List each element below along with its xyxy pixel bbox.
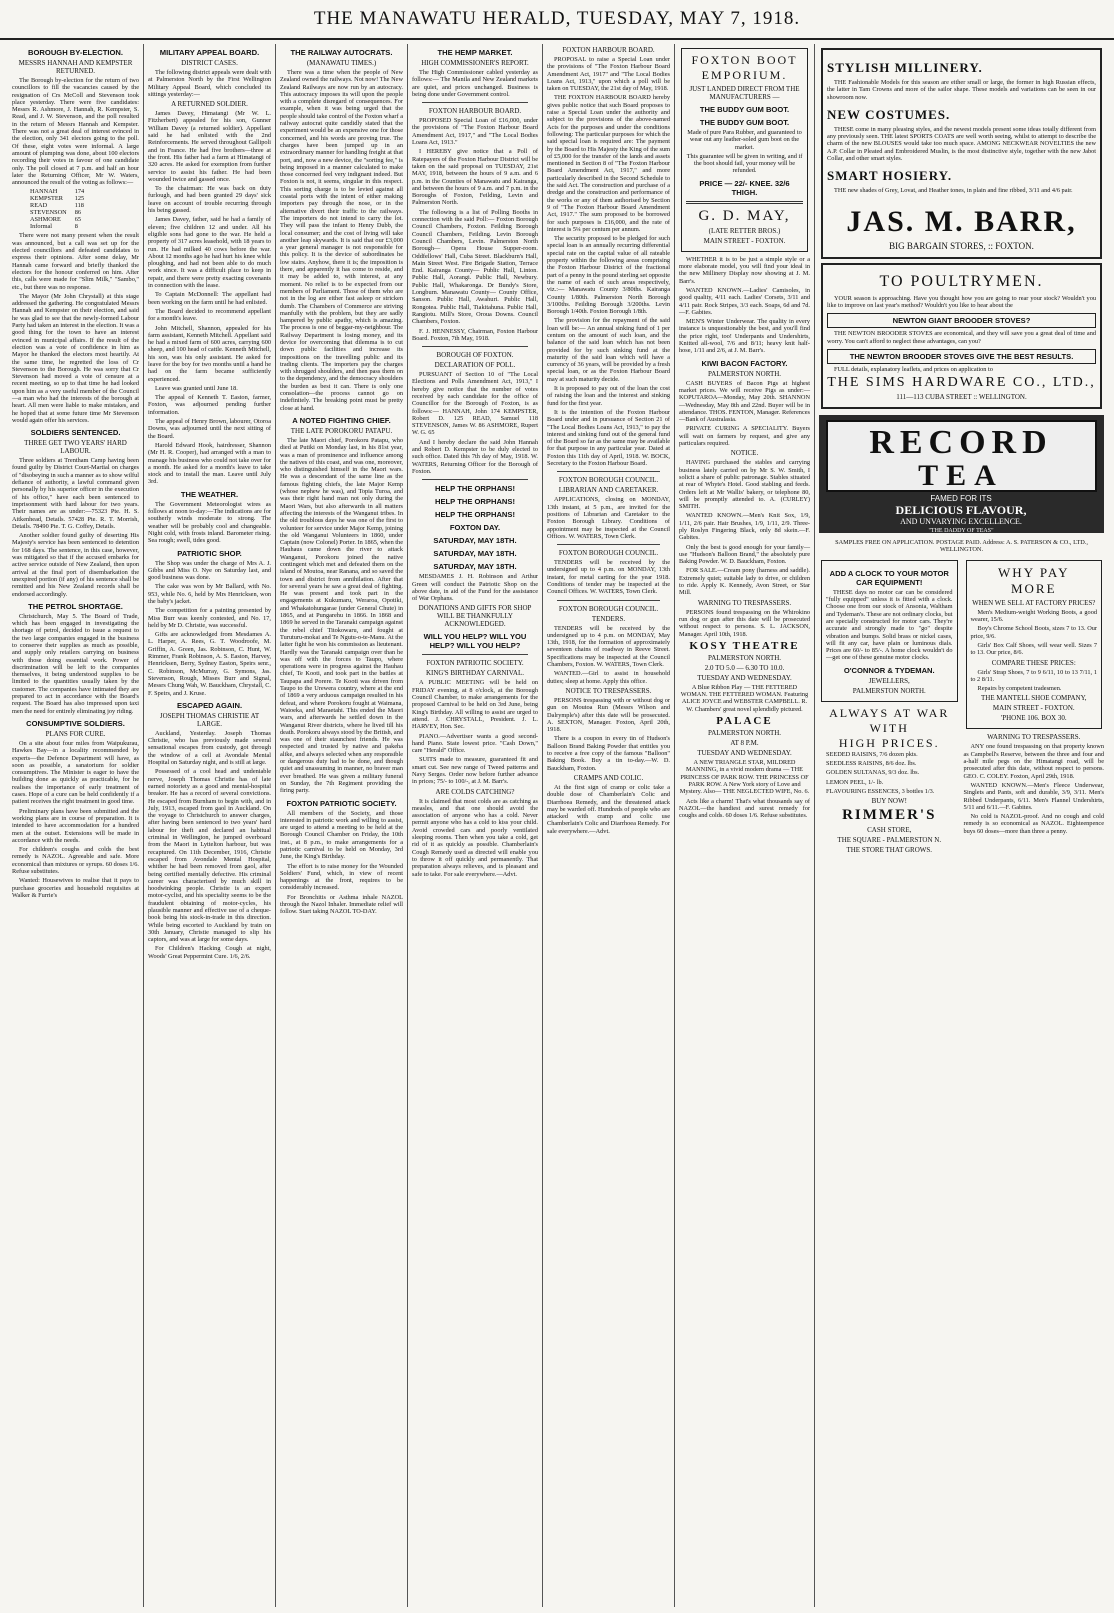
subhead: THE LATE POROKORU PATAPU. [290,426,393,435]
headline-escaped: ESCAPED AGAIN. [176,700,243,710]
ad-heading: SMART HOSIERY. [827,168,953,184]
candidate-name: HANNAH [30,188,58,196]
tea-slogan: AND UNVARYING EXCELLENCE. [900,517,1022,527]
article-text: The appeal of Henry Brown, labourer, Otoroa Downs, was adjourned until the next sitting of the Board. [148,418,271,440]
war-heading: ALWAYS AT WAR [829,705,950,720]
notice-text: The following is a list of Polling Booths in connection with the said Poll:— Foxton Borough Council Chambers, Foxton. Feilding Borough Council Chambers, Feilding. Levin Borough Council Chambers, Levin. Palmerston North Borough— Opera House Supper-room. Oddfellows' Hall, Cuba Street. Blackburn's Hall, Main Street West. Fire Brigade Station, Terrace End. Kairanga County— Public Hall, Linton. Public Hall, Aorangi. Public Hall, Newbury. Public Hall, Whakaronga. Dr Bundy's Store, Longburn. Manawatu County— County Office, Sanson. Public Hall, Awahuri. Public Hall, Rongotea. Public Hall, Tiakitahuna. Public Hall, Rangiotu. Mill's Store, Oroua Downs. Council Chambers, Foxton. [412,208,538,326]
price-line: SEEDLESS RAISINS, 8/6 doz. lbs. [826,760,917,768]
newspaper-title: THE MANAWATU HERALD, TUESDAY, MAY 7, 1918. [313,8,801,29]
divider [557,544,660,545]
notice-heading: FOXTON BOROUGH COUNCIL. [558,549,659,558]
notice-text: TENDERS will be received by the undersigned up to 4 p.m. on MONDAY, May 13th, 1918, for the formation of approximately seventeen chains of roadway in Reeve Street. Specifications may be inspected at the Council Chambers, Foxton. W. WATERS, Town Clerk. [547,624,670,669]
candidate-name: READ [30,202,48,210]
ad-text: THESE come in many pleasing styles, and the newest models present some ideas totally different from any previously seen. THE latest SPORTS COATS are well worth seeing, whilst to attempt to describe the charm of the new BLOUSES would take too much space. AMONG NECKWEAR NOVELTIES the new A.P. Collar in Pleated and Embroidered Muslin, is the most distinctive style, together with the new Jabot Collar, and other smart styles. [827,125,1096,163]
advert-text: Acts like a charm! That's what thousands say of NAZOL—the handiest and surest remedy for coughs and colds. 60 doses 1/6. Refuse substitutes. [679,797,810,820]
subhead: PLANS FOR CURE. [45,729,106,738]
subhead: HIGH COMMISSIONER'S REPORT. [421,59,529,67]
ad-text: (LATE RETTER BROS.) [708,226,781,235]
advert-subheading: PALMERSTON NORTH. [707,369,782,378]
notice-subheading: DONATIONS AND GIFTS FOR SHOP WILL BE THANKFULLY ACKNOWLEDGED. [418,604,532,629]
notice-text: I HEREBY give notice that a Poll of Ratepayers of the Foxton Harbour District will be taken on the said proposal on TUESDAY, 21st MAY, 1918, between the hours of 9 a.m. and 6 p.m. in the Counties of Manawatu and Kairanga, and between the hours of 9 a.m. and 7 p.m. in the Boroughs of Foxton, Feilding, Levin and Palmerston North. [412,148,538,207]
subhead: JOSEPH THOMAS CHRISTIE AT LARGE. [159,711,260,728]
article-text: The cake was won by Mr Ballard, with No. 953, while No. 6, held by Mrs Henricksen, won the baby's jacket. [148,583,271,605]
headline-fighting-chief: A NOTED FIGHTING CHIEF. [292,415,391,425]
article-text: On a site about four miles from Waipukurau, Hawkes Bay—in a locality recommended by experts—the Defence Department will have, as soon as possible, a sanatorium for soldier consumptives. The Minister is eager to have the building done as quickly as practicable, for he realises the importance of early treatment of cases. Hope of a cure can be held confidently if a patient receives the right treatment in good time. [12,739,139,806]
article-text: There was a time when the people of New Zealand owned the railways. Not now! The New Zealand Railways are now run by an autocracy. This autocracy imposes its will upon the people with a complete disregard of consequences. For example, when it was being urged that the people should take control of the Foxton wharf a railway autocrat quite candidly stated that the experiment would be an expensive one for those concerned, and his words are proving true. The charges have been jumped up in an extraordinary manner for handling freight at that port, and, now a new device, the "sorting fee," is being imposed in a manner calculated to make those concerned feel very indignant indeed. But Foxton is not, it seems, singular in this respect. This sorting charge is to be levied against all coastal ports with the intent of either making importers pay through the nose, or in the alternative divert their traffic to the railways. The importers do not intend to carry the lot. They will pass the infant to Henry Dubb, the local consumer; and the cost of living will take another leap skywards. It is said that our £3,000 a year general manager is not responsible for this policy. It is the device of subordinates he low stairs. Anyhow, there it is; the imposition is there, and apparently it has come to reside, and it may be added to, with interest, at any moment. No relief is to be expected from our members of Parliament. Those of them who are not in the log are either fast asleep or stricken dumb. The Chambers of Commerce are striving manfully with the problem, but they are sadly hampered by public apathy, which is amazing. The process is one of beggar-my-neighbour. The Railway Department is losing money, and its device for overcoming that dilemma is to cut down public facilities and increase its impositions on the travelling public and its trading clients. The importers pay the charges with shrugged shoulders, and then pass them on to the dependency, and the democracy shoulders the burden as best it can. There is only one consolation—the process cannot go on indefinitely. The breaking point must be pretty close at hand. [280,69,403,412]
war-heading: HIGH PRICES. [838,735,940,750]
ad-phone: 'PHONE 106. BOX 30. [1000,714,1067,723]
article-text: The competition for a painting presented by Miss Burr was keenly contested, and No. 17, held by Mr D. Christie, was successful. [148,607,271,629]
advert-text: SUITS made to measure, guaranteed fit and smart cut. See new range of Tweed patterns and Navy Serges. Order now before further advance in prices; 75/- to 100/-, at J. M. Barr's. [412,756,538,786]
column-6 [675,44,815,1607]
orphans-line: HELP THE ORPHANS! [434,497,516,507]
ad-text: WHEN WE SELL AT FACTORY PRICES? [972,598,1096,607]
article-text: Three soldiers at Trentham Camp having been found guilty by District Court-Martial on charges of "disobeying in such a manner as to show wilful defiance of authority, a lawful command given personally by his superior officer in the execution of his office," have each been sentenced to imprisonment with hard labour for two years. Their names are as under:—75323 Pte. H. S. Aitkenhead, Details. 57428 Pte. R. T. Morrish, Details. 78490 Pte. T. G. Coffey, Details. [12,457,139,530]
notice-text: It is proposed to pay out of the loan the cost of raising the loan and the interest and sinking fund for the first year. [547,385,670,407]
article-text: Possessed of a cool head and undeniable nerve, Joseph Thomas Christie has of late earned notoriety as a good and mental-hospital breaker. He has a record of several convictions. He escaped from Burnham to begin with, and in July, 1913, escaped from gaol in Auckland. On the voyage to Christchurch to answer charges, after having been sentenced to two years' hard labour for theft and declared an habitual criminal in Wellington, he jumped overboard from the Maori in Lyttelton harbour, but was recaptured. On 11th December, 1916, Christie escaped from Avondale Mental Hospital, whither he had been removed from gaol, after being certified mentally defective. His criminal career was characterised by much skill in hoodwinking people. Christie is an expert motor-cyclist, and his speciality seems to be the fraudulent obtaining of motor-cycles, his plausible manner and effective use of a cheque-book being his stock-in-trade in this direction. While being escorted to Auckland by train on 30th January, Christie managed to slip his captors, and was at large for some days. [148,768,271,944]
subhead: (MANAWATU TIMES.) [306,59,377,67]
notice-subheading: DECLARATION OF POLL. [434,361,516,370]
ad-text: Girls' Box Calf Shoes, will wear well. Sizes 7 to 13. Our price, 8/6. [970,641,1097,657]
article-text: To the chairman: He was back on duty furlough, and had been granted 29 days' sick leave on account of trouble recurring through his being gassed. [148,185,271,215]
ad-price: PRICE — 22/- KNEE. 32/6 THIGH. [699,178,790,197]
article-text: James Davey, father, said he had a family of eleven; five children 12 and under. All his eligible sons had gone to the war. He held a property of 317 acres leasehold, with 18 years to run. He had milked 40 cows before the war. About 12 months ago he had hurt his knee while ploughing, and had not been able to do much work since. It was a difficult place to keep in repair, and there were pretty exacting covenants in connection with the lease. [148,216,271,290]
article-text: Harold Edward Hook, hairdresser, Shannon (Mr H. R. Cooper), had arranged with a man to manage his business who could not take over for a month. He asked for a month's leave to take stock and to install the man. Leave until July 3rd. [148,441,271,486]
column-2 [144,44,276,1607]
orphans-line: SATURDAY, MAY 18TH. [433,536,517,546]
notice-text: THE FOXTON HARBOUR BOARD hereby gives public notice that such Board proposes to raise a Special Loan under the authority and subject to the provisions of the above-named Acts for the purposes and under the conditions following: The particular purposes for which the said special loan is required are: The payment by the Board to His Majesty the King of the sum of £5,000 for the transfer of the lands and assets mentioned in Section 8 of "The Foxton Harbour Board Amendment Act, 1917," and more particularly described in the Second Schedule to the said Act. The construction and purchase of a dredge and the construction and performance of the works or any of them authorised by Section 9 of "The Foxton Harbour Board Amendment Act, 1917." The sum proposed to be borrowed for such purposes is £16,000, and the rate of interest is 5¼ per centum per annum. [547,94,670,233]
headline-patriotic-society: FOXTON PATRIOTIC SOCIETY. [286,798,397,808]
candidate-name: ASHMORE [30,216,61,224]
ad-product: THE BUDDY GUM BOOT. [699,118,790,127]
ad-title: EMPORIUM. [701,68,788,82]
orphans-line: FOXTON DAY. [449,523,501,533]
article-text: The effort is to raise money for the Wounded Soldiers' Fund, which, in view of recent happenings at the front, requires to be considerably increased. [280,862,403,892]
ad-text: Girls' Strap Shoes, 7 to 9 6/11, 10 to 13 7/11, 1 to 2 8/11. [970,668,1097,683]
price-line: FLAVOURING ESSENCES, 3 bottles 1/3. [826,787,935,795]
article-text: To Captain McDonnell: The appellant had been working on the farm until he had enlisted. [148,291,271,306]
subhead: DISTRICT CASES. [181,59,238,67]
article-text: Leave was granted until June 18. [155,384,238,392]
rimmer-text: CASH STORE, [867,826,912,835]
column-5 [543,44,675,1607]
poll-row [26,195,88,202]
ad-text: Made of pure Para Rubber, and guaranteed to wear out any leather-soled gum boot on the market. [687,129,802,151]
headline-hemp-market: THE HEMP MARKET. [437,48,513,57]
tea-slogan: "THE DADDY OF TEAS" [928,528,994,534]
notice-subheading: TENDERS. [591,614,626,623]
advert-heading: KIWI BACON FACTORY. [701,358,788,368]
ad-heading: TO POULTRYMEN. [879,272,1044,290]
notice-heading: FOXTON BOROUGH COUNCIL. [558,476,659,485]
article-text: The High Commissioner cabled yesterday as follows:— The Manila and New Zealand markets are quiet, and prices unchanged. Business is being done under Government control. [412,69,538,98]
headline-petrol: THE PETROL SHORTAGE. [28,601,123,611]
advert-text: WANTED KNOWN.—Men's Knit Sox, 1/9, 1/11, 2/6 pair. Hair Brushes, 1/9, 1/11, 2/9. Three-ply Roslyn Fingering Black, only 8d skein.—F. Gabites. [679,512,810,542]
divider [422,102,528,103]
divider [422,479,528,480]
advert-text: For children's coughs and colds the best remedy is NAZOL. Agreeable and safe. More economical than mixtures or syrups. 60 doses 1/6. Refuse substitutes. [12,846,139,876]
tea-brand: RECORD [869,424,1053,462]
vote-count: 118 [74,202,84,210]
advert-text: Only the best is good enough for your family—use "Hudson's Balloon Brand," the absolutely pure Baking Powder. W. D. Bauckham, Foxton. [679,543,810,566]
orphans-line: HELP THE ORPHANS! [434,510,516,520]
ad-text: Men's Medium-weight Working Boots, a good wearer, 15/6. [970,608,1097,624]
barr-logo-text: JAS. M. BARR, [846,204,1077,238]
price-line: LEMON PEEL, 1/- lb. [826,778,884,786]
ad-product: NEWTON GIANT BROODER STOVES? [827,313,1096,328]
theatre-name: PALACE [716,715,773,728]
record-tea-ad [819,415,1104,533]
advert-text: WANTED KNOWN.—Ladies' Camisoles, in good quality, 4/11 each. Ladies' Corsets, 3/11 and 4/11 pair. Rock Stripes, 3/3 each. Soaps, 6d and 7d.—F. Gabites. [679,286,810,316]
advert-text: There is a coupon in every tin of Hudson's Balloon Brand Baking Powder that entitles you to receive a free copy of the famous "Balloon" Baking Book. Buy a tin to-day.—W. D. Bauckham, Foxton. [547,735,670,772]
article-text: The following district appeals were dealt with at Palmerston North by the First Wellington Military Appeal Board, which concluded its sittings yesterday:— [148,69,271,98]
article-text: Another soldier found guilty of deserting His Majesty's service has been sentenced to detention for 168 days. The sentence, in this case, however, was mitigated so that if the accused embarks for active service outside of New Zealand, then upon arrival at the final port of disembarkation the unexpired portion (if any) of his sentence shall be remitted and his New Zealand records shall be endorsed accordingly. [12,532,139,598]
poll-row [26,209,88,216]
vote-count: 8 [74,223,78,231]
notice-text: APPLICATIONS, closing on MONDAY, 13th instant, at 5 p.m., are invited for the positions of Librarian and Caretaker to the Foxton Borough Library. Conditions of appointment may be inspected at the Council Offices. W. WATERS, Town Clerk. [547,496,670,540]
rimmer-text: THE STORE THAT GROWS. [846,846,933,855]
theatre-location: PALMERSTON NORTH. [707,729,782,738]
article-text: Gifts are acknowledged from Mesdames A. L. Harper, A. Rees, G. T. Woodroofe, M. Griffin, A. Green, Jas. Robinson, C. Hunt, W. Rimmer, Frank Robinson, A. S. Easton, Harvey, Henricksen, Berry, Sydney Easton, Speirs senr., C. Robinson, McMurray, G. Symons, Jas. Stevenson, Rough, Misses Burr and Signal, Messrs Chung Wah, W. Bauckham, Chrystall, C. F. Speirs, and J. Kruse. [148,631,271,697]
masthead [0,0,1114,40]
advert-text: No cold is NAZOL-proof. And no cough and cold remedy is so economical as NAZOL. Eighteenpence buys 60 doses—more than three a penny. [963,813,1104,835]
rimmer-name: RIMMER'S [842,807,937,824]
notice-text: The provision for the repayment of the said loan will be:— An annual sinking fund of 1 per centum on the amount of such loan, and the balance of the said loan which has not been provided for by such sinking fund at the maturity of the said loan which will have a currency of 36 years, will be provided by a fresh special loan, or as the Foxton Harbour Board may at such maturity decide. [547,317,670,383]
notice-heading: WARNING TO TRESPASSERS. [987,733,1081,742]
orphans-line: HELP THE ORPHANS! [434,484,516,494]
tea-word: TEA [918,459,1004,493]
advert-text: For Bronchitis or Asthma inhale NAZOL through the Nazol Inhaler. Immediate relief will follow. Start taking NAZOL TO-DAY. [280,893,403,916]
ad-product: THE BUDDY GUM BOOT. [699,105,790,114]
price-line: GOLDEN SULTANAS, 9/3 doz. lbs. [826,769,920,777]
advert-text: WANTED.—Girl to assist in household duties; sleep at home. Apply this office. [547,670,670,685]
ad-merchant: THE SIMS HARDWARE CO., LTD., [827,375,1096,391]
article-text: Preliminary plans have been submitted and the working plans are in course of preparation. It is intended to have accommodation for a hundred men at the outset. Extensions will be made in accordance with the needs. [12,807,139,844]
poll-row [26,223,88,230]
theatre-programme: A Blue Ribbon Play — THE FETTERED WOMAN. THE FETTERED WOMAN. Featuring ALICE JOYCE and WEBSTER CAMPBELL. R. W. Chambers' great novel splendidly pictured. [680,683,809,713]
advert-text: PIANO.—Advertiser wants a good second-hand Piano. State lowest price. "Cash Down," care "Herald" Office. [412,732,538,755]
article-text: All members of the Society, and those interested in patriotic work and willing to assist, are urged to attend a meeting to be held at the Borough Council Chamber on Friday, the 10th inst., at 8 p.m., to make arrangements for a patriotic carnival to be held on Monday, 3rd June, the King's Birthday. [280,809,403,861]
article-text: The Mayor (Mr John Chrystall) at this stage addressed the gathering. He congratulated Messrs Hannah and Kempster on their election, and said he was glad to see that the newly-formed Labour Party had taken an interest in the election. It was a good thing for the town to have an interest evinced in municipal affairs. If the result of the election was a vote of confidence in him as Mayor he thanked the electors most heartily. At the same time, he regretted the loss of Cr Stevenson to the Borough. He was sorry that Cr Stevenson had moved a vote of censure at a recent meeting, so up to that time he had looked upon him as a very useful member of the Council—a man who had the interests of the borough at heart. All men were liable to make mistakes, and he hoped that at some future time Mr Stevenson would again offer his services. [12,292,139,424]
ad-product: THE NEWTON BROODER STOVES GIVE THE BEST RESULTS. [827,349,1096,364]
notice-text: TENDERS will be received by the undersigned up to 4 p.m. on MONDAY, 13th instant, for metal carting for the year 1918. Conditions of tender may be inspected at the Council Offices. W. WATERS, Town Clerk. [547,559,670,596]
notice-text: F. J. HENNESSY, Chairman, Foxton Harbour Board. Foxton, 7th May, 1918. [412,327,538,342]
headline-soldiers-sentenced: SOLDIERS SENTENCED. [30,428,121,438]
article-text: Christchurch, May 5. The Board of Trade, which has been engaged in investigating the shortage of petrol, decided to issue a request to the two large companies engaged in the business to conserve their supplies as much as possible, and supply only retailers carrying on business with those doing essential work. Power of discrimination will be left to the companies themselves, it being understood supplies to be limited to the quantities usually taken by the customer. The companies have intimated they are prepared to act in accordance with the Board's request. The Board has also impressed upon taxi men the need for entirely eliminating joy riding. [12,612,139,715]
ad-address: MAIN STREET - FOXTON. [992,704,1075,713]
candidate-name: KEMPSTER [30,195,63,203]
theatre-times: 2.0 TO 5.0 — 6.30 TO 10.0. [704,663,785,672]
headline-weather: THE WEATHER. [180,489,239,499]
poll-results-table [26,188,88,230]
price-line: SEEDED RAISINS, 7/6 dozen pkts. [826,750,918,758]
why-pay-more-ad [966,560,1103,730]
candidate-name: STEVENSON [30,209,67,217]
orphans-line: SATURDAY, MAY 18TH. [433,549,517,559]
ad-text: This guarantee will be given in writing, and if the boot should fail, your money will be refunded. [686,152,803,175]
ad-text: JEWELLERS, [868,676,910,685]
poultrymen-ad [821,263,1102,409]
theatre-name: KOSY THEATRE [689,639,800,652]
will-you-help: WILL YOU HELP? WILL YOU HELP? WILL YOU HELP? [423,632,527,651]
notice-text: And I hereby declare the said John Hannah and Robert D. Kempster to be duly elected to such office. Dated this 7th day of May, 1918. W. WATERS, Returning Officer for the Borough of Foxton. [412,438,538,475]
notice-text: It is the intention of the Foxton Harbour Board under and in pursuance of Section 21 of "The Local Bodies Loans Act, 1913," to pay the interest and sinking fund out of the general fund of the Board so far as the same may be available for that purpose in any particular year. Dated at Foxton this 11th day of April, 1918. W. BOCK, Secretary to the Foxton Harbour Board. [547,408,670,468]
divider [557,600,660,601]
vote-count: 125 [74,195,85,203]
column-4 [408,44,543,1607]
subhead: A RETURNED SOLDIER. [171,100,248,109]
ad-text: COMPARE THESE PRICES: [991,658,1076,667]
ad-address: PALMERSTON NORTH. [852,686,926,695]
tea-address: SAMPLES FREE ON APPLICATION. POSTAGE PAID. Address: A. S. PATERSON & CO., LTD., WELLINGTON. [835,539,1088,554]
tea-slogan: DELICIOUS FLAVOUR, [895,503,1027,518]
headline-patriotic-shop: PATRIOTIC SHOP. [177,548,242,558]
divider [557,471,660,472]
notice-heading: FOXTON PATRIOTIC SOCIETY. [426,659,524,668]
notice-heading: NOTICE. [730,449,759,458]
article-text: The Board decided to recommend appellant for a month's leave. [148,307,271,323]
lower-left-ads [819,556,960,856]
advert-text: WHETHER it is to be just a simple style or a more elaborate model, you will find your ideal in the new Millinery Display now showing at J. M. Barr's. [679,255,810,285]
lower-right-ads [964,556,1105,856]
advert-text: At the first sign of cramp or colic take a double dose of Chamberlain's Colic and Diarrhoea Remedy, and the threatened attack may be warded off. Hundreds of people who are attacked with cramp and colic use Chamberlain's Colic and Diarrhoea Remedy. For sale everywhere.—Advt. [547,783,670,835]
ad-text: THE new shades of Grey, Lovat, and Heather tones, in plain and fine ribbed, 3/11 and 4/6 pair. [834,187,1073,195]
ad-heading: NEW COSTUMES. [827,106,951,122]
record-tea-logo [819,415,1104,533]
notice-subheading: KING'S BIRTHDAY CARNIVAL. [425,669,524,678]
advert-text: For Children's Hacking Cough at night, Woods' Great Peppermint Cure. 1/6, 2/6. [148,945,271,960]
notice-text: HAVING purchased the stables and carrying business lately carried on by Mr S. W. Smith, I solicit a share of public patronage. Stables situated at rear of Whyte's Hotel. Good stabling and feeds. Orders left at Mr Wallis' bakery, or telephone 80, will be promptly attended to. A. (CURLEY) SMITH. [679,459,810,511]
ad-address: MAIN STREET - FOXTON. [703,236,786,245]
subhead-returned: MESSRS HANNAH AND KEMPSTER RETURNED. [18,59,133,75]
theatre-times: AT 8 P.M. [730,739,759,748]
ad-merchant: THE MANTELL SHOE COMPANY, [980,694,1087,703]
advert-heading: ARE COLDS CATCHING? [435,787,515,796]
column-7 [815,44,1108,1607]
ad-text: YOUR season is approaching. Have you thought how you are going to rear your stock? Wouldn't you like to improve on last year's method? Wouldn't you like to hear about the [827,294,1096,309]
ad-heading: MORE [1010,580,1057,596]
vote-count: 86 [74,209,82,217]
price-line: BUY NOW! [871,797,907,806]
notice-text: PROPOSAL to raise a Special Loan under the provisions of "The Foxton Harbour Board Amendment Act, 1917" and "The Local Bodies Loans Act, 1913," upon which a poll will be taken on TUESDAY, the 21st day of May, 1918. [547,56,670,93]
poll-row [26,188,88,195]
ad-title: FOXTON BOOT [691,53,798,67]
notice-text: PURSUANT of Section 10 of "The Local Elections and Polls Amendment Act, 1913," I hereby give notice that the number of votes received by each candidate for the office of Councillor for the Borough of Foxton, is as follows:— HANNAH, John 174 KEMPSTER, Robert D. 125 READ, Samuel 118 STEVENSON, James W. 86 ASHMORE, Rupert W. G. 65 [412,371,538,437]
advert-text: WANTED KNOWN.—Men's Fleece Underwear, Singlets and Pants, soft and durable, 3/9, 3/11. Men's Ribbed Underpants, 6/11. Men's Flannel Undershirts, 5/11 and 6/11.—F. Gabites. [963,781,1104,811]
ad-merchant: G. D. MAY, [698,207,791,224]
ad-text: THESE days no motor car can be considered "fully equipped" unless it is fitted with a clock. Choose one from our stock of Ansonia, Waltham and Tydeman's. These are not ordinary clocks, but are specially constructed for motor cars. They're accurate and strongly made to "go" despite vibration and bumps. Solid brass or nickel cases, will fit any car, have plain or luminous dials. Prices are 60/- to 85/-. A home clock wouldn't do—get one of these genuine motor clocks. [826,588,953,662]
headline-railway: THE RAILWAY AUTOCRATS. [290,48,393,57]
ad-text: Repairs by competent tradesmen. [977,685,1062,693]
poll-row [26,216,88,223]
article-text: The Borough by-election for the return of two councillors to fill the vacancies caused by the resignation of Crs McColl and Stevenson took place yesterday. There were five candidates: Messrs R. Ashmore, J. Hannah, R. Kempster, S. Read, and J. W. Stevenson, and the poll resulted in the return of Messrs Hannah and Kempster. There was not a great deal of interest evinced in the election, only 341 electors going to the poll. Of these, eight votes were informal. A large amount of plumping was done, about 100 electors recording their votes in favour of one candidate only. The poll closed at 7 p.m. and half an hour later the Returning Officer, Mr W. Waters, announced the result of the voting as follows:— [12,77,139,187]
barr-tagline: BIG BARGAIN STORES, :: FOXTON. [889,240,1034,251]
advert-heading: CRAMPS AND COLIC. [573,773,644,782]
notice-heading: BOROUGH OF FOXTON. [436,351,514,360]
war-heading: WITH [869,720,909,735]
rimmer-text: THE SQUARE - PALMERSTON N. [837,836,942,845]
advert-text: PRIVATE CURING A SPECIALITY. Buyers will wait on farmers by request, and give any particulars required. [679,425,810,448]
notice-text: A PUBLIC MEETING will be held on FRIDAY evening, at 8 o'clock, at the Borough Council Chamber, to make arrangements for the proposed Carnival to be held on 3rd June, being King's Birthday. All willing to assist are urged to attend. J. CHRYSTALL, President. J. L. HARVEY, Hon. Sec. [412,679,538,731]
headline-appeal-board: MILITARY APPEAL BOARD. [159,48,260,57]
theatre-programme: A NEW TRIANGLE STAR, MILDRED MANNING, in a vivid modern drama — THE PRINCESS OF PARK ROW. THE PRINCESS OF PARK ROW. A New York story of Love and Mystery. Also— THE NEGLECTED WIFE, No. 6. [679,759,810,796]
article-text: The appeal of Kenneth T. Easton, farmer, Foxton, was adjourned pending further information. [148,394,271,416]
advert-text: FOR SALE.—Cream pony (harness and saddle). Extremely quiet; suitable lady to drive, or children to ride. Apply K. Kennedy, Avon Street, or Star Mill. [679,567,810,597]
article-text: There were not many present when the result was announced, but a call was set up for the elected councillors and defeated candidates to express their opinions. After some delay, Mr Hannah came forward and briefly thanked the electors for the honour conferred on him. After this, calls were made for "Slim Milk," "Sambo," etc., but there was no response. [12,232,139,291]
advert-text: It is claimed that most colds are as catching as measles, and that one should avoid the association of anyone who has a cold. Never permit anyone who has a cold to kiss your child. Avoid crowded cars and poorly ventilated sleeping rooms. Then when you take a cold, get rid of it as quickly as possible. Chamberlain's Cough Remedy used as directed will enable you to throw it off quickly and permanently. That preparation always relieves, and is pleasant and safe to take. For sale everywhere.—Advt. [412,797,538,878]
divider [422,654,528,655]
column-1 [8,44,144,1607]
notice-text: ANY one found trespassing on that property known as Campbell's Reserve, between the three and four and a-half mile pegs on the Himatangi road, will be prosecuted after this date, without respect to persons. GEO. C. COLEY. Foxton, April 29th, 1918. [963,743,1104,780]
article-text: James Davey, Himatangi (Mr W. L. Fitzherbert) appealed for his son, Gunner William Davey (a returned soldier). Appellant said he had enlisted with the 2nd Reinforcements. He served throughout Gallipoli and in France. He had five brothers—three at the front. His father had a farm at Himatangi of 320 acres. He asked for exemption from further service to assist his father. He had been wounded twice and gassed once. [148,110,271,183]
ad-text: JUST LANDED DIRECT FROM THE MANUFACTURERS — [689,85,800,101]
ad-text: FULL details, explanatory leaflets, and prices on application to [834,365,993,373]
headline-consumptive: CONSUMPTIVE SOLDIERS. [26,718,125,728]
theatre-location: PALMERSTON NORTH. [707,653,782,662]
ad-address: 111—113 CUBA STREET :: WELLINGTON. [896,393,1027,402]
column-3 [276,44,408,1607]
headline-by-election: BOROUGH BY-ELECTION. [28,48,123,57]
notice-heading: FOXTON HARBOUR BOARD. [428,107,522,116]
article-text: The late Maori chief, Porokoru Patapu, who died at Putiki on Monday last, in his 81st year, was a man of prominence and influence among the natives of this coast, and was one, moreover, who distinguished himself in the Maori wars. He was a descendant of the same line as the famous fighting chiefs, the late Major Kemp (whose nephew he was), and Topia Turoa, and was their right hand man not only during the Maori Wars, but also afterwards in all matters affecting the interests of the Wanganui tribes. In the old troublous days he was one of the first to volunteer for service under Major Kemp, joining the old Wanganui Volunteers in 1860, under Captain (now Colonel) Porter. In 1865, when the Hauhaus came down the river to attack Wanganui, Porokoru joined the native contingent which met and defeated them on the island of Moutoa, near Ranana, and so saved the town and district from annihilation. After that for several years he saw a great deal of fighting. He was present and took part in the engagements at Kukumaru, Weraroa, Opotiki, and Whakatohungarae (under General Chute) in 1865, and at Pungarehu in 1866. In 1868 and 1869 he served in the Taranaki campaign against the rebel chief Titokowaru, and fought at Turuturu-mokai and Te Ngutu-o-te-Manu. At the latter fight he won his commission as lieutenant. Hardly was the Taranaki campaign over than he was off with the forces to Taupo, where operations were in progress against the Hauhau chief, Te Kooti, and took part in the battles at Taupapa and Porere. Te Kooti was driven from Taupo to the Urewera country, where at the end of 1869 a very arduous campaign resulted in his defeat, and where Porokoru fought at Waimana, Waioeka, and Maraetahi. This ended the Maori wars, and afterwards he settled down in the Wanganui River districts, where he lived till his death. Porokoru always stood by the British, and was one of their staunchest friends. He was respected and trusted by native and pakeha alike, and always selected when any responsible or dangerous duty had to be done, and though quiet and unassuming in manner, no braver man ever breathed. He was given a military funeral on Sunday, the 7th Regiment providing the firing party. [280,436,403,795]
theatre-days: TUESDAY AND WEDNESDAY. [697,749,792,758]
ad-text: THE Fashionable Models for this season are either small or large, the former in high Russian effects, the latter in Tam Crowns and more of the sailor shape. These models and variations can be seen in our showroom now. [827,79,1096,101]
ad-text: THE NEWTON BROODER STOVES are economical, and they will save you a great deal of time and worry. You can't afford to neglect these advantages, can you? [827,330,1096,345]
notice-heading: FOXTON HARBOUR BOARD. [562,46,655,54]
orphans-line: SATURDAY, MAY 18TH. [433,562,517,572]
poll-row [26,202,88,209]
ad-text: Boy's Chrome School Boots, sizes 7 to 13. Our price, 9/6. [970,625,1097,640]
article-text: Auckland, Yesterday. Joseph Thomas Christie, who has previously made several sensational escapes from custody, got through the window of a cell at Avondale Mental Hospital on Saturday night, and is still at large. [148,729,271,767]
article-text: John Mitchell, Shannon, appealed for his farm assistant, Kenneth Mitchell. Appellant said he had a mixed farm of 600 acres, carrying 600 sheep, and 100 head of cattle. Kenneth Mitchell, his son, was his only assistant. He asked for leave for the boy for two months until a hand he had on the farm became sufficiently experienced. [148,324,271,383]
advert-text: MEN'S Winter Underwear. The quality in every instance is unquestionably the best, and you'll find the price right, too! Underpants and Undershirts, Knitted all-wool, 7/6 and 8/11; heavy knit half-hose, 1/11 and 2/6, at J. M. Barr's. [679,318,810,355]
candidate-name: Informal [30,223,53,231]
advert-text: CASH BUYERS of Bacon Pigs at highest market prices. We will receive Pigs as under:— KOPUTAROA—Monday, May 20th. SHANNON—Wednesday, May 8th and 22nd. Buyer will be in attendance. THOS. FENTON, Manager. References—Bank of Australasia. [679,379,810,424]
notice-heading: FOXTON BOROUGH COUNCIL. [558,604,659,613]
tea-slogan: FAMED FOR ITS [930,494,992,504]
millinery-ad [821,48,1102,259]
notice-heading: WARNING TO TRESPASSERS. [697,598,792,607]
boot-emporium-ad [681,48,808,252]
notice-text: The security proposed to be pledged for such special loan is an annually recurring differential special rate on the capital value of all rateable property within the following areas comprising the Foxton Harbour District of the fractional part of a penny in the pound sterling set opposite the name of each of such areas respectively, viz.:— Manawatu County 3/80ths. Kairanga County 1/80th. Palmerston North Borough 3/100ths. Feilding Borough 3/200ths. Levin Borough 1/40th. Foxton Borough 1/8th. [547,235,670,316]
article-text: The Shop was under the charge of Mrs A. J. Gibbs and Miss O. Nye on Saturday last, and good business was done. [148,559,271,582]
lower-ads [819,556,1104,856]
motor-clock-ad [821,560,958,702]
ad-merchant: O'CONNOR & TYDEMAN. [843,665,935,675]
notice-text: MESDAMES J. H. Robinson and Arthur Green will conduct the Patriotic Shop on the above date, in aid of the Fund for the assistance of War Orphans. [412,573,538,603]
ad-heading: WHY PAY [998,564,1070,580]
advert-text: Wanted: Housewives to realise that it pays to purchase groceries and household requisites at Walker & Furrie's [12,877,139,899]
divider [422,346,528,347]
divider [686,201,803,204]
theatre-days: TUESDAY AND WEDNESDAY. [697,673,792,682]
notice-heading: NOTICE TO TRESPASSERS. [565,686,652,695]
vote-count: 174 [74,188,85,196]
notice-text: PERSONS trespassing with or without dog or gun on Moutoa Run (Messrs Wilson and Dalrymple's) after this date will be prosecuted. A. SEXTON, Manager. Foxton, April 20th, 1918. [547,696,670,734]
notice-text: PERSONS found trespassing on the Whirokino run dog or gun after this date will be prosecuted without respect to persons. S. L. JACKSON, Manager. April 10th, 1918. [679,608,810,638]
notice-text: PROPOSED Special Loan of £16,000, under the provisions of "The Foxton Harbour Board Amendment Act, 1917," and "The Local Bodies Loans Act, 1913." [412,117,538,147]
vote-count: 65 [74,216,82,224]
subhead: THREE GET TWO YEARS' HARD LABOUR. [24,439,127,456]
article-text: The Government Meteorologist wires as follows at noon to-day:—The indications are for southerly winds moderate to strong. The weather will be probably cool and changeable. Night cold, with frosts inland. Barometer rising. Sea rough; swell, tides good. [148,500,271,545]
columns [8,44,1108,1607]
ad-heading: ADD A CLOCK TO YOUR MOTOR CAR EQUIPMENT! [829,568,949,587]
notice-subheading: LIBRARIAN AND CARETAKER. [558,486,659,495]
ad-heading: STYLISH MILLINERY. [827,60,983,75]
